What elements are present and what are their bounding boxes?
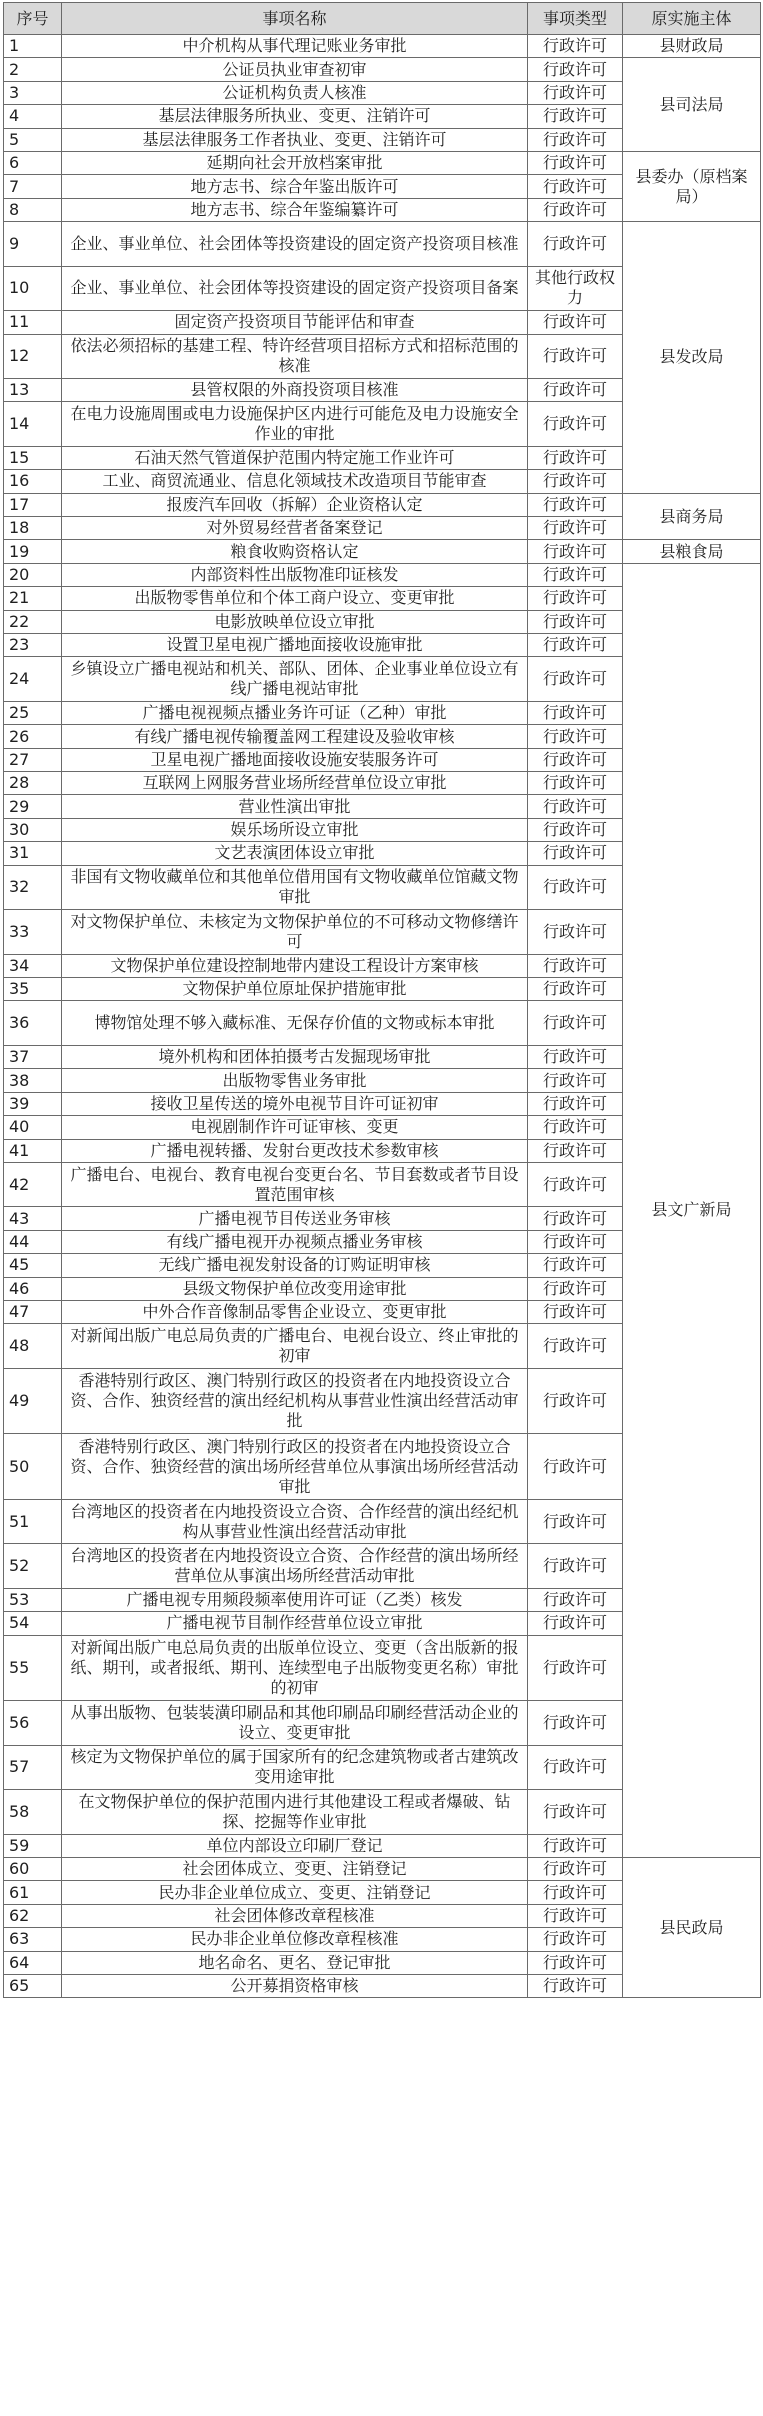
matter-name: 对新闻出版广电总局负责的广播电台、电视台设立、终止审批的初审	[62, 1324, 528, 1369]
matter-name: 广播电视节目传送业务审核	[62, 1207, 528, 1230]
matter-name: 设置卫星电视广播地面接收设施审批	[62, 634, 528, 657]
matter-type: 行政许可	[528, 1701, 623, 1746]
table-header	[4, 3, 761, 35]
row-number: 15	[4, 446, 62, 469]
matter-type: 行政许可	[528, 563, 623, 586]
row-number: 2	[4, 58, 62, 81]
matter-type: 行政许可	[528, 1951, 623, 1974]
matter-name: 固定资产投资项目节能评估和审查	[62, 311, 528, 334]
row-number: 23	[4, 634, 62, 657]
row-number: 59	[4, 1834, 62, 1857]
department-cell: 县委办（原档案局）	[623, 151, 761, 221]
matter-type: 行政许可	[528, 1045, 623, 1068]
matter-type: 行政许可	[528, 1162, 623, 1207]
row-number: 17	[4, 493, 62, 516]
matter-name: 从事出版物、包装装潢印刷品和其他印刷品印刷经营活动企业的设立、变更审批	[62, 1701, 528, 1746]
matter-type: 行政许可	[528, 978, 623, 1001]
row-number: 37	[4, 1045, 62, 1068]
matter-type: 行政许可	[528, 748, 623, 771]
matter-name: 卫星电视广播地面接收设施安装服务许可	[62, 748, 528, 771]
row-number: 1	[4, 35, 62, 58]
row-number: 35	[4, 978, 62, 1001]
table-row	[4, 493, 761, 516]
matter-type: 行政许可	[528, 1324, 623, 1369]
matter-type: 行政许可	[528, 1612, 623, 1635]
row-number: 36	[4, 1001, 62, 1046]
matter-type: 行政许可	[528, 910, 623, 955]
matter-type: 行政许可	[528, 725, 623, 748]
matter-type: 行政许可	[528, 1434, 623, 1500]
matter-name: 广播电视转播、发射台更改技术参数审核	[62, 1139, 528, 1162]
matter-name: 对外贸易经营者备案登记	[62, 517, 528, 540]
matter-type: 行政许可	[528, 151, 623, 174]
row-number: 8	[4, 198, 62, 221]
matter-type: 行政许可	[528, 493, 623, 516]
matter-name: 工业、商贸流通业、信息化领域技术改造项目节能审查	[62, 470, 528, 493]
matter-name: 电视剧制作许可证审核、变更	[62, 1116, 528, 1139]
matter-name: 乡镇设立广播电视站和机关、部队、团体、企业事业单位设立有线广播电视站审批	[62, 657, 528, 702]
matter-name: 有线广播电视开办视频点播业务审核	[62, 1230, 528, 1253]
row-number: 50	[4, 1434, 62, 1500]
matter-type: 行政许可	[528, 1092, 623, 1115]
matter-name: 县级文物保护单位改变用途审批	[62, 1277, 528, 1300]
matter-name: 非国有文物收藏单位和其他单位借用国有文物收藏单位馆藏文物审批	[62, 865, 528, 910]
department-cell: 县商务局	[623, 493, 761, 540]
row-number: 51	[4, 1499, 62, 1544]
row-number: 3	[4, 81, 62, 104]
matter-type: 行政许可	[528, 222, 623, 267]
table-row	[4, 222, 761, 267]
matter-type: 行政许可	[528, 1790, 623, 1835]
row-number: 11	[4, 311, 62, 334]
matter-name: 文物保护单位原址保护措施审批	[62, 978, 528, 1001]
matter-type: 行政许可	[528, 1499, 623, 1544]
matter-name: 无线广播电视发射设备的订购证明审核	[62, 1254, 528, 1277]
matter-type: 行政许可	[528, 198, 623, 221]
row-number: 32	[4, 865, 62, 910]
matter-name: 报废汽车回收（拆解）企业资格认定	[62, 493, 528, 516]
matter-type: 行政许可	[528, 610, 623, 633]
matter-type: 行政许可	[528, 1745, 623, 1790]
matter-name: 广播电视节目制作经营单位设立审批	[62, 1612, 528, 1635]
matter-type: 行政许可	[528, 175, 623, 198]
matter-name: 地方志书、综合年鉴编纂许可	[62, 198, 528, 221]
matter-name: 在电力设施周围或电力设施保护区内进行可能危及电力设施安全作业的审批	[62, 402, 528, 447]
row-number: 53	[4, 1588, 62, 1611]
row-number: 47	[4, 1300, 62, 1323]
table-row	[4, 151, 761, 174]
department-cell: 县民政局	[623, 1858, 761, 1998]
row-number: 19	[4, 540, 62, 563]
matter-type: 行政许可	[528, 1635, 623, 1701]
row-number: 64	[4, 1951, 62, 1974]
row-number: 16	[4, 470, 62, 493]
matter-type: 行政许可	[528, 842, 623, 865]
row-number: 65	[4, 1974, 62, 1997]
table-row	[4, 35, 761, 58]
matter-type: 行政许可	[528, 1069, 623, 1092]
row-number: 10	[4, 266, 62, 311]
matter-name: 博物馆处理不够入藏标准、无保存价值的文物或标本审批	[62, 1001, 528, 1046]
department-cell: 县发改局	[623, 222, 761, 494]
row-number: 57	[4, 1745, 62, 1790]
department-cell: 县文广新局	[623, 563, 761, 1857]
matter-type: 行政许可	[528, 402, 623, 447]
matter-name: 娱乐场所设立审批	[62, 818, 528, 841]
row-number: 58	[4, 1790, 62, 1835]
matter-type: 行政许可	[528, 1834, 623, 1857]
matter-name: 广播电视视频点播业务许可证（乙种）审批	[62, 701, 528, 724]
matter-type: 行政许可	[528, 587, 623, 610]
matter-name: 有线广播电视传输覆盖网工程建设及验收审核	[62, 725, 528, 748]
row-number: 62	[4, 1904, 62, 1927]
matter-type: 行政许可	[528, 1368, 623, 1434]
table-body	[4, 35, 761, 1998]
matter-type: 行政许可	[528, 446, 623, 469]
matter-name: 县管权限的外商投资项目核准	[62, 379, 528, 402]
header-dept: 原实施主体	[623, 3, 761, 35]
row-number: 21	[4, 587, 62, 610]
matter-type: 行政许可	[528, 634, 623, 657]
matter-name: 单位内部设立印刷厂登记	[62, 1834, 528, 1857]
matter-type: 行政许可	[528, 58, 623, 81]
matter-name: 社会团体成立、变更、注销登记	[62, 1858, 528, 1881]
row-number: 5	[4, 128, 62, 151]
matter-type: 行政许可	[528, 1904, 623, 1927]
matter-type: 行政许可	[528, 540, 623, 563]
matter-name: 地方志书、综合年鉴出版许可	[62, 175, 528, 198]
matter-type: 行政许可	[528, 1974, 623, 1997]
matter-name: 公证员执业审查初审	[62, 58, 528, 81]
matter-type: 行政许可	[528, 1254, 623, 1277]
matter-type: 行政许可	[528, 81, 623, 104]
department-cell: 县财政局	[623, 35, 761, 58]
row-number: 13	[4, 379, 62, 402]
row-number: 7	[4, 175, 62, 198]
matter-name: 电影放映单位设立审批	[62, 610, 528, 633]
matter-name: 台湾地区的投资者在内地投资设立合资、合作经营的演出经纪机构从事营业性演出经营活动审批	[62, 1499, 528, 1544]
matter-type: 行政许可	[528, 35, 623, 58]
row-number: 49	[4, 1368, 62, 1434]
matter-name: 民办非企业单位成立、变更、注销登记	[62, 1881, 528, 1904]
matter-name: 基层法律服务工作者执业、变更、注销许可	[62, 128, 528, 151]
matter-name: 中外合作音像制品零售企业设立、变更审批	[62, 1300, 528, 1323]
matter-type: 行政许可	[528, 954, 623, 977]
matter-type: 行政许可	[528, 701, 623, 724]
row-number: 60	[4, 1858, 62, 1881]
matter-name: 地名命名、更名、登记审批	[62, 1951, 528, 1974]
matter-name: 香港特别行政区、澳门特别行政区的投资者在内地投资设立合资、合作、独资经营的演出场所经营单位从事演出场所经营活动审批	[62, 1434, 528, 1500]
matter-name: 延期向社会开放档案审批	[62, 151, 528, 174]
row-number: 45	[4, 1254, 62, 1277]
header-row	[4, 3, 761, 35]
matter-name: 广播电视专用频段频率使用许可证（乙类）核发	[62, 1588, 528, 1611]
row-number: 25	[4, 701, 62, 724]
row-number: 43	[4, 1207, 62, 1230]
row-number: 61	[4, 1881, 62, 1904]
department-cell: 县司法局	[623, 58, 761, 152]
matter-type: 行政许可	[528, 311, 623, 334]
matter-name: 台湾地区的投资者在内地投资设立合资、合作经营的演出场所经营单位从事演出场所经营活动审批	[62, 1544, 528, 1589]
row-number: 52	[4, 1544, 62, 1589]
table-row	[4, 1858, 761, 1881]
row-number: 48	[4, 1324, 62, 1369]
matter-type: 行政许可	[528, 1139, 623, 1162]
row-number: 39	[4, 1092, 62, 1115]
matter-type: 行政许可	[528, 334, 623, 379]
matter-type: 行政许可	[528, 795, 623, 818]
header-type: 事项类型	[528, 3, 623, 35]
table-row	[4, 58, 761, 81]
matter-type: 行政许可	[528, 1230, 623, 1253]
matters-table	[3, 2, 761, 1998]
matter-name: 公开募捐资格审核	[62, 1974, 528, 1997]
matter-name: 文艺表演团体设立审批	[62, 842, 528, 865]
matter-type: 其他行政权力	[528, 266, 623, 311]
row-number: 4	[4, 105, 62, 128]
row-number: 63	[4, 1928, 62, 1951]
row-number: 9	[4, 222, 62, 267]
row-number: 55	[4, 1635, 62, 1701]
row-number: 31	[4, 842, 62, 865]
matter-type: 行政许可	[528, 105, 623, 128]
matter-name: 对文物保护单位、未核定为文物保护单位的不可移动文物修缮许可	[62, 910, 528, 955]
matter-type: 行政许可	[528, 1588, 623, 1611]
row-number: 44	[4, 1230, 62, 1253]
header-name: 事项名称	[62, 3, 528, 35]
matter-type: 行政许可	[528, 1881, 623, 1904]
row-number: 33	[4, 910, 62, 955]
matter-name: 对新闻出版广电总局负责的出版单位设立、变更（含出版新的报纸、期刊，或者报纸、期刊、连续型电子出版物变更名称）审批的初审	[62, 1635, 528, 1701]
row-number: 22	[4, 610, 62, 633]
row-number: 28	[4, 772, 62, 795]
matter-name: 石油天然气管道保护范围内特定施工作业许可	[62, 446, 528, 469]
row-number: 34	[4, 954, 62, 977]
matter-name: 出版物零售业务审批	[62, 1069, 528, 1092]
matter-type: 行政许可	[528, 1858, 623, 1881]
row-number: 18	[4, 517, 62, 540]
department-cell: 县粮食局	[623, 540, 761, 563]
matter-type: 行政许可	[528, 865, 623, 910]
matter-type: 行政许可	[528, 1116, 623, 1139]
matter-name: 香港特别行政区、澳门特别行政区的投资者在内地投资设立合资、合作、独资经营的演出经纪机构从事营业性演出经营活动审批	[62, 1368, 528, 1434]
matter-type: 行政许可	[528, 379, 623, 402]
table-row	[4, 563, 761, 586]
row-number: 46	[4, 1277, 62, 1300]
row-number: 30	[4, 818, 62, 841]
matter-name: 在文物保护单位的保护范围内进行其他建设工程或者爆破、钻探、挖掘等作业审批	[62, 1790, 528, 1835]
matter-name: 文物保护单位建设控制地带内建设工程设计方案审核	[62, 954, 528, 977]
matter-type: 行政许可	[528, 1928, 623, 1951]
matter-name: 出版物零售单位和个体工商户设立、变更审批	[62, 587, 528, 610]
matter-name: 境外机构和团体拍摄考古发掘现场审批	[62, 1045, 528, 1068]
row-number: 29	[4, 795, 62, 818]
matter-name: 依法必须招标的基建工程、特许经营项目招标方式和招标范围的核准	[62, 334, 528, 379]
matter-type: 行政许可	[528, 1544, 623, 1589]
matter-type: 行政许可	[528, 1277, 623, 1300]
matter-name: 企业、事业单位、社会团体等投资建设的固定资产投资项目核准	[62, 222, 528, 267]
row-number: 24	[4, 657, 62, 702]
matter-type: 行政许可	[528, 657, 623, 702]
row-number: 40	[4, 1116, 62, 1139]
row-number: 41	[4, 1139, 62, 1162]
header-no: 序号	[4, 3, 62, 35]
matter-name: 民办非企业单位修改章程核准	[62, 1928, 528, 1951]
matter-name: 互联网上网服务营业场所经营单位设立审批	[62, 772, 528, 795]
table-row	[4, 540, 761, 563]
row-number: 38	[4, 1069, 62, 1092]
row-number: 42	[4, 1162, 62, 1207]
matter-name: 接收卫星传送的境外电视节目许可证初审	[62, 1092, 528, 1115]
matter-type: 行政许可	[528, 470, 623, 493]
matter-name: 营业性演出审批	[62, 795, 528, 818]
row-number: 12	[4, 334, 62, 379]
matter-name: 中介机构从事代理记账业务审批	[62, 35, 528, 58]
matter-name: 粮食收购资格认定	[62, 540, 528, 563]
matter-name: 基层法律服务所执业、变更、注销许可	[62, 105, 528, 128]
row-number: 56	[4, 1701, 62, 1746]
matter-type: 行政许可	[528, 517, 623, 540]
matter-name: 企业、事业单位、社会团体等投资建设的固定资产投资项目备案	[62, 266, 528, 311]
row-number: 27	[4, 748, 62, 771]
row-number: 14	[4, 402, 62, 447]
row-number: 26	[4, 725, 62, 748]
matter-type: 行政许可	[528, 818, 623, 841]
matter-name: 广播电台、电视台、教育电视台变更台名、节目套数或者节目设置范围审核	[62, 1162, 528, 1207]
matter-type: 行政许可	[528, 772, 623, 795]
matter-type: 行政许可	[528, 1001, 623, 1046]
matter-name: 公证机构负责人核准	[62, 81, 528, 104]
row-number: 6	[4, 151, 62, 174]
matter-type: 行政许可	[528, 1207, 623, 1230]
matter-type: 行政许可	[528, 1300, 623, 1323]
row-number: 54	[4, 1612, 62, 1635]
row-number: 20	[4, 563, 62, 586]
matter-name: 核定为文物保护单位的属于国家所有的纪念建筑物或者古建筑改变用途审批	[62, 1745, 528, 1790]
matter-name: 社会团体修改章程核准	[62, 1904, 528, 1927]
matter-name: 内部资料性出版物准印证核发	[62, 563, 528, 586]
matter-type: 行政许可	[528, 128, 623, 151]
